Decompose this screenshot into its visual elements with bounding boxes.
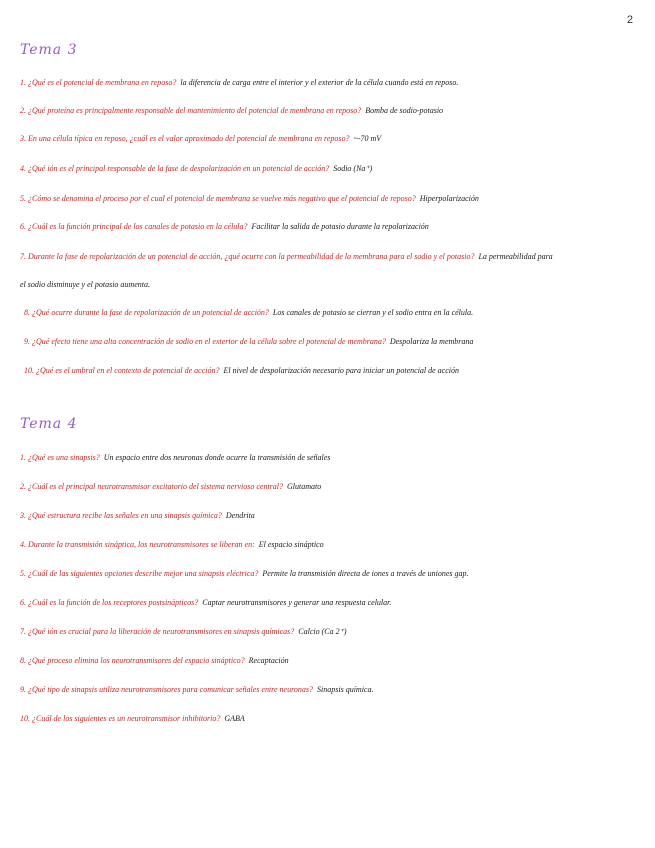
question-text: 1. ¿Qué es el potencial de membrana en reposo?	[20, 78, 177, 87]
question-text: 5. ¿Cómo se denomina el proceso por el cual el potencial de membrana se vuelve más negativo que el potencial de reposo?	[20, 194, 416, 203]
question-text: 6. ¿Cuál es la función de los receptores postsinápticos?	[20, 598, 199, 607]
question-text: 9. ¿Qué efecto tiene una alta concentración de sodio en el exterior de la célula sobre el potencial de membrana?	[24, 337, 386, 346]
tema3-title: Tema 3	[20, 42, 78, 58]
question-text: 10. ¿Qué es el umbral en el contexto de potencial de acción?	[24, 366, 220, 375]
question-text: 3. En una célula típica en reposo, ¿cuál es el valor aproximado del potencial de membrana en reposo?	[20, 134, 350, 143]
tema3-item-2	[20, 106, 635, 116]
answer-text: Despolariza la membrana	[389, 337, 474, 346]
tema3-item-7	[20, 252, 635, 262]
tema3-item-6	[20, 222, 635, 232]
answer-text: GABA	[224, 714, 245, 723]
question-text: 5. ¿Cuál de las siguientes opciones describe mejor una sinapsis eléctrica?	[20, 569, 259, 578]
answer-text: El espacio sináptico	[258, 540, 324, 549]
answer-text: Bomba de sodio-potasio	[365, 106, 444, 115]
question-text: 7. ¿Qué ión es crucial para la liberación de neurotransmisores en sinapsis químicas?	[20, 627, 295, 636]
tema4-item-2	[20, 482, 635, 492]
question-text: 6. ¿Cuál es la función principal de los canales de potasio en la célula?	[20, 222, 248, 231]
tema3-item-1	[20, 78, 635, 88]
tema4-item-8	[20, 656, 635, 666]
page-number: 2	[626, 14, 633, 26]
answer-text: Dendrita	[225, 511, 255, 520]
answer-text: ~-70 mV	[353, 134, 382, 143]
question-text: 3. ¿Qué estructura recibe las señales en una sinapsis química?	[20, 511, 222, 520]
answer-text: Facilitar la salida de potasio durante la repolarización	[251, 222, 429, 231]
answer-text: Un espacio entre dos neuronas donde ocurre la transmisión de señales	[103, 453, 331, 462]
tema3-item-8	[24, 308, 639, 318]
question-text: 2. ¿Cuál es el principal neurotransmisor excitatorio del sistema nervioso central?	[20, 482, 284, 491]
tema4-item-10	[20, 714, 635, 724]
question-text: 9. ¿Qué tipo de sinapsis utiliza neurotransmisores para comunicar señales entre neuronas?	[20, 685, 314, 694]
answer-text: Sinapsis química.	[317, 685, 374, 694]
answer-text: Permite la transmisión directa de iones a través de uniones gap.	[262, 569, 469, 578]
question-text: 4. Durante la transmisión sináptica, los neurotransmisores se liberan en:	[20, 540, 255, 549]
answer-text: la diferencia de carga entre el interior y el exterior de la célula cuando está en reposo.	[180, 78, 459, 87]
question-text: 8. ¿Qué ocurre durante la fase de repolarización de un potencial de acción?	[24, 308, 269, 317]
answer-text: Glutamato	[287, 482, 322, 491]
tema4-item-9	[20, 685, 635, 695]
answer-text: Los canales de potasio se cierran y el sodio entra en la célula.	[272, 308, 474, 317]
tema3-item-9	[24, 337, 639, 347]
answer-text: Hiperpolarización	[419, 194, 479, 203]
answer-text: El nivel de despolarización necesario para iniciar un potencial de acción	[223, 366, 460, 375]
tema3-item-5	[20, 194, 635, 204]
question-text: 4. ¿Qué ión es el principal responsable de la fase de despolarización en un potencial de acción?	[20, 164, 330, 173]
tema3-item-7-continuation: el sodio disminuye y el potasio aumenta.	[20, 280, 150, 289]
question-text: 10. ¿Cuál de los siguientes es un neurotransmisor inhibitorio?	[20, 714, 221, 723]
tema4-item-6	[20, 598, 635, 608]
question-text: 7. Durante la fase de repolarización de un potencial de acción, ¿qué ocurre con la permeabilidad de la membrana para el sodio y el potasio?	[20, 252, 475, 261]
tema3-item-3	[20, 134, 635, 144]
tema4-item-7	[20, 627, 635, 637]
question-text: 1. ¿Qué es una sinapsis?	[20, 453, 100, 462]
answer-text: Recaptación	[248, 656, 289, 665]
tema3-item-10	[24, 366, 639, 376]
question-text: 8. ¿Qué proceso elimina los neurotransmisores del espacio sináptico?	[20, 656, 245, 665]
tema4-item-3	[20, 511, 635, 521]
tema4-item-1	[20, 453, 635, 463]
tema3-item-4	[20, 164, 635, 174]
answer-text: Sodio (Na⁺)	[333, 164, 373, 173]
answer-text: Captar neurotransmisores y generar una respuesta celular.	[202, 598, 392, 607]
tema4-item-5	[20, 569, 635, 579]
answer-text: La permeabilidad para	[478, 252, 553, 261]
tema4-title: Tema 4	[20, 416, 78, 432]
tema4-item-4	[20, 540, 635, 550]
question-text: 2. ¿Qué proteína es principalmente responsable del mantenimiento del potencial de membrana en reposo?	[20, 106, 362, 115]
answer-text: Calcio (Ca 2⁺)	[298, 627, 347, 636]
